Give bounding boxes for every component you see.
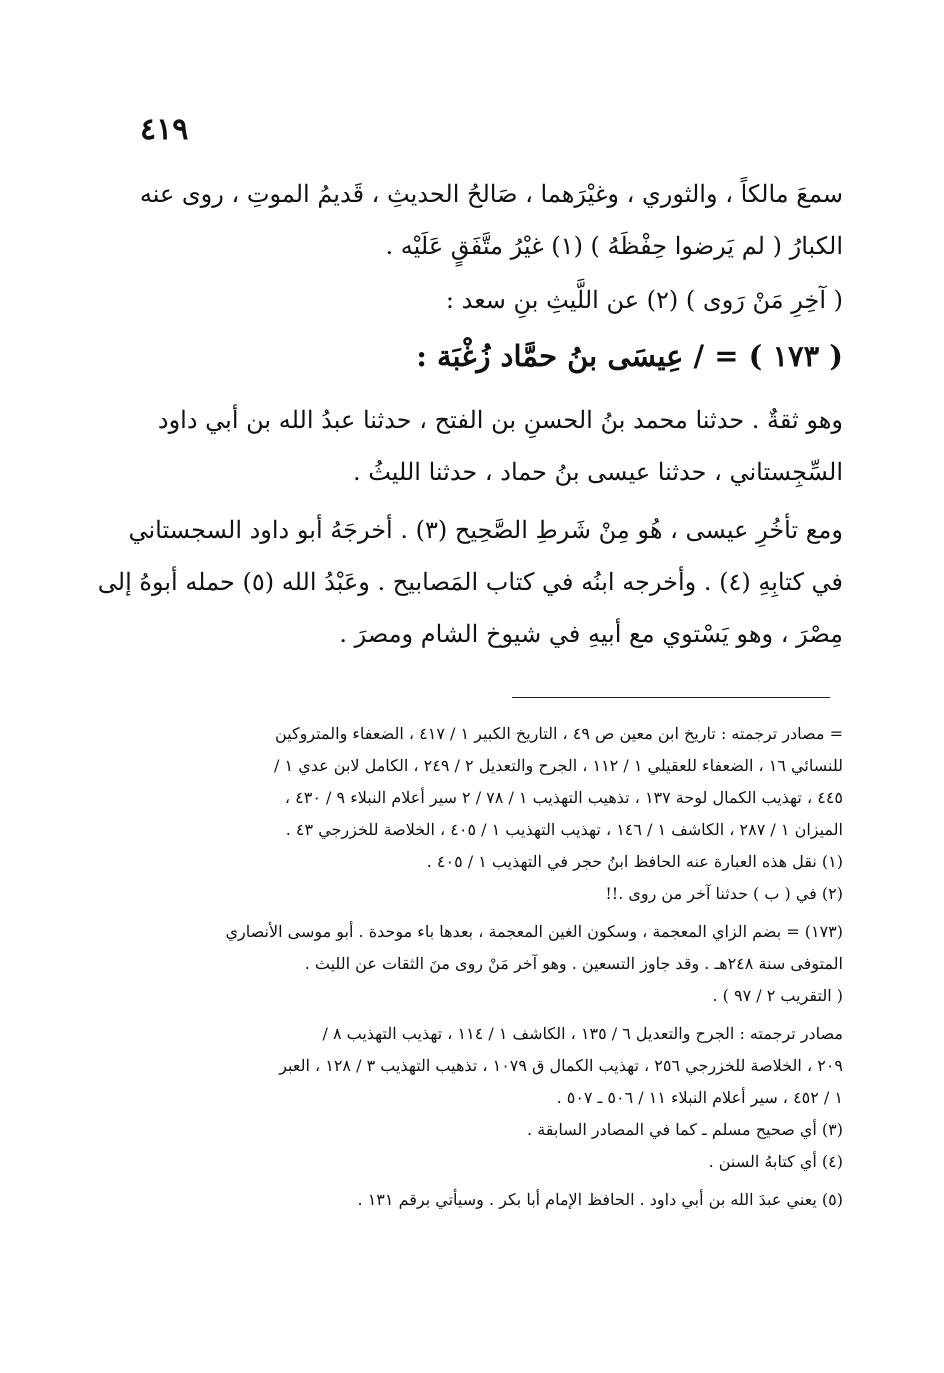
footnote-line: الميزان ١ / ٢٨٧ ، الكاشف ١ / ١٤٦ ، تهذيب التهذيب ١ / ٤٠٥ ، الخلاصة للخزرجي ٤٣ . bbox=[285, 820, 843, 839]
body-line: الكبارُ ( لم يَرضوا حِفْظَهُ ) (١) غيْرُ متَّفَقٍ عَلَيْه . bbox=[385, 232, 843, 260]
footnote-line: = مصادر ترجمته : تاريخ ابن معين ص ٤٩ ، التاريخ الكبير ١ / ٤١٧ ، الضعفاء والمتروكين bbox=[275, 724, 843, 743]
body-line: في كتابِهِ (٤) . وأخرجه ابنُه في كتاب المَصابيح . وعَبْدُ الله (٥) حمله أبوهُ إلى bbox=[97, 568, 843, 596]
footnote-divider bbox=[512, 697, 830, 698]
footnote-5: (٥) يعني عبدَ الله بن أبي داود . الحافظ الإمام أبا بكر . وسيأتي برقم ١٣١ . bbox=[357, 1190, 843, 1209]
footnote-line: ( التقريب ٢ / ٩٧ ) . bbox=[712, 986, 843, 1005]
page-number: ٤١٩ bbox=[140, 112, 189, 147]
entry-heading: ( ١٧٣ ) = / عِيسَى بنُ حمَّاد زُغْبَة : bbox=[416, 339, 843, 373]
footnote-173: (١٧٣) = بضم الزاي المعجمة ، وسكون الغين المعجمة ، بعدها باء موحدة . أبو موسى الأنصاري bbox=[225, 922, 843, 941]
footnote-3: (٣) أي صحيح مسلم ـ كما في المصادر السابقة . bbox=[527, 1120, 843, 1139]
footnote-2: (٢) في ( ب ) حدثنا آخر من روى .!! bbox=[605, 884, 843, 903]
footnotes bbox=[135, 718, 843, 1216]
footnote-line: ٢٠٩ ، الخلاصة للخزرجي ٢٥٦ ، تهذيب الكمال ق ١٠٧٩ ، تذهيب التهذيب ٣ / ١٢٨ ، العبر bbox=[279, 1056, 843, 1075]
footnote-line: مصادر ترجمته : الجرح والتعديل ٦ / ١٣٥ ، الكاشف ١ / ١١٤ ، تهذيب التهذيب ٨ / bbox=[322, 1024, 843, 1043]
body-line: مِصْرَ ، وهو يَسْتوي مع أبيهِ في شيوخ الشام ومصرَ . bbox=[339, 620, 843, 648]
footnote-1: (١) نقل هذه العبارة عنه الحافظ ابنُ حجر في التهذيب ١ / ٤٠٥ . bbox=[426, 852, 843, 871]
footnote-line: ١ / ٤٥٢ ، سير أعلام النبلاء ١١ / ٥٠٦ ـ ٥٠٧ . bbox=[556, 1088, 843, 1107]
body-line: السِّجِستاني ، حدثنا عيسى بنُ حماد ، حدثنا الليثُ . bbox=[352, 458, 843, 486]
body-line: سمعَ مالكاً ، والثوري ، وغيْرَهما ، صَالحُ الحديثِ ، قَديمُ الموتِ ، روى عنه bbox=[139, 180, 843, 208]
footnote-4: (٤) أي كتابهُ السنن . bbox=[708, 1152, 843, 1171]
footnote-line: المتوفى سنة ٢٤٨هـ . وقد جاوز التسعين . وهو آخر مَنْ روى منَ الثقات عن الليث . bbox=[304, 954, 843, 973]
body-line: ( آخِرِ مَنْ رَوى ) (٢) عن اللَّيثِ بنِ سعد : bbox=[445, 286, 843, 314]
footnote-line: ٤٤٥ ، تهذيب الكمال لوحة ١٣٧ ، تذهيب التهذيب ١ / ٧٨ / ٢ سير أعلام النبلاء ٩ / ٤٣٠ ، bbox=[284, 788, 843, 807]
footnote-line: للنسائي ١٦ ، الضعفاء للعقيلي ١ / ١١٢ ، الجرح والتعديل ٢ / ٢٤٩ ، الكامل لابن عدي ١ / bbox=[274, 756, 843, 775]
body-line: ومع تأخُرِ عيسى ، هُو مِنْ شَرطِ الصَّحِيح (٣) . أخرجَهُ أبو داود السجستاني bbox=[128, 516, 843, 544]
main-text bbox=[97, 168, 843, 660]
body-line: وهو ثقةٌ . حدثنا محمد بنُ الحسنِ بن الفتح ، حدثنا عبدُ الله بن أبي داود bbox=[157, 406, 843, 434]
